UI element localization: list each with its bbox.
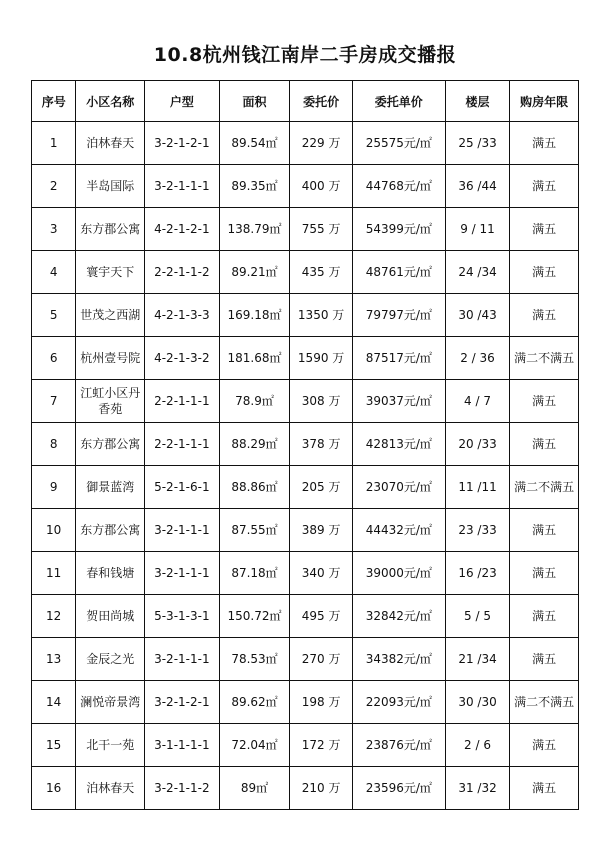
cell-area: 89.35㎡ <box>219 165 290 208</box>
cell-index: 5 <box>32 294 76 337</box>
cell-floor: 36 /44 <box>445 165 510 208</box>
cell-ownership-years: 满五 <box>510 423 579 466</box>
cell-index: 3 <box>32 208 76 251</box>
report-title: 10.8杭州钱江南岸二手房成交播报 <box>153 44 457 66</box>
cell-index: 8 <box>32 423 76 466</box>
cell-unit-price: 87517元/㎡ <box>352 337 445 380</box>
cell-layout: 2-2-1-1-1 <box>145 423 220 466</box>
cell-floor: 23 /33 <box>445 509 510 552</box>
cell-area: 88.86㎡ <box>219 466 290 509</box>
cell-list-price: 378 万 <box>290 423 353 466</box>
cell-layout: 3-2-1-1-1 <box>145 509 220 552</box>
table-row <box>32 466 579 509</box>
cell-floor: 2 / 36 <box>445 337 510 380</box>
cell-area: 88.29㎡ <box>219 423 290 466</box>
cell-list-price: 435 万 <box>290 251 353 294</box>
cell-area: 150.72㎡ <box>219 595 290 638</box>
table-body <box>32 122 579 810</box>
cell-list-price: 400 万 <box>290 165 353 208</box>
cell-area: 87.18㎡ <box>219 552 290 595</box>
table-row <box>32 251 579 294</box>
cell-layout: 3-2-1-2-1 <box>145 122 220 165</box>
cell-community-name: 寰宇天下 <box>76 251 145 294</box>
cell-unit-price: 48761元/㎡ <box>352 251 445 294</box>
cell-unit-price: 39000元/㎡ <box>352 552 445 595</box>
table-row <box>32 294 579 337</box>
cell-list-price: 229 万 <box>290 122 353 165</box>
cell-community-name: 东方郡公寓 <box>76 208 145 251</box>
cell-layout: 3-2-1-1-1 <box>145 638 220 681</box>
table-row <box>32 423 579 466</box>
cell-unit-price: 39037元/㎡ <box>352 380 445 423</box>
cell-layout: 2-2-1-1-1 <box>145 380 220 423</box>
cell-community-name: 澜悦帝景湾 <box>76 681 145 724</box>
cell-list-price: 172 万 <box>290 724 353 767</box>
table-row <box>32 165 579 208</box>
cell-community-name: 东方郡公寓 <box>76 423 145 466</box>
cell-floor: 16 /23 <box>445 552 510 595</box>
cell-floor: 11 /11 <box>445 466 510 509</box>
cell-community-name: 杭州壹号院 <box>76 337 145 380</box>
cell-area: 181.68㎡ <box>219 337 290 380</box>
cell-list-price: 210 万 <box>290 767 353 810</box>
cell-floor: 5 / 5 <box>445 595 510 638</box>
cell-index: 4 <box>32 251 76 294</box>
cell-unit-price: 23596元/㎡ <box>352 767 445 810</box>
table-row <box>32 122 579 165</box>
cell-area: 78.9㎡ <box>219 380 290 423</box>
cell-index: 11 <box>32 552 76 595</box>
header-ownership-years: 购房年限 <box>510 81 579 122</box>
cell-unit-price: 54399元/㎡ <box>352 208 445 251</box>
cell-list-price: 389 万 <box>290 509 353 552</box>
cell-area: 89.21㎡ <box>219 251 290 294</box>
cell-community-name: 东方郡公寓 <box>76 509 145 552</box>
cell-ownership-years: 满二不满五 <box>510 681 579 724</box>
header-unit-price: 委托单价 <box>352 81 445 122</box>
cell-unit-price: 32842元/㎡ <box>352 595 445 638</box>
cell-layout: 4-2-1-3-2 <box>145 337 220 380</box>
transaction-table <box>31 80 579 810</box>
header-floor: 楼层 <box>445 81 510 122</box>
cell-floor: 25 /33 <box>445 122 510 165</box>
cell-index: 16 <box>32 767 76 810</box>
cell-community-name: 春和钱塘 <box>76 552 145 595</box>
cell-unit-price: 44768元/㎡ <box>352 165 445 208</box>
table-header-row <box>32 81 579 122</box>
cell-floor: 24 /34 <box>445 251 510 294</box>
cell-community-name: 泊林春天 <box>76 767 145 810</box>
cell-ownership-years: 满五 <box>510 165 579 208</box>
cell-layout: 3-2-1-1-2 <box>145 767 220 810</box>
cell-ownership-years: 满五 <box>510 595 579 638</box>
cell-ownership-years: 满五 <box>510 552 579 595</box>
cell-floor: 2 / 6 <box>445 724 510 767</box>
cell-ownership-years: 满五 <box>510 251 579 294</box>
cell-floor: 21 /34 <box>445 638 510 681</box>
cell-ownership-years: 满五 <box>510 638 579 681</box>
table-row <box>32 681 579 724</box>
cell-area: 78.53㎡ <box>219 638 290 681</box>
cell-list-price: 495 万 <box>290 595 353 638</box>
cell-list-price: 270 万 <box>290 638 353 681</box>
header-layout: 户型 <box>145 81 220 122</box>
cell-community-name: 贺田尚城 <box>76 595 145 638</box>
cell-ownership-years: 满二不满五 <box>510 466 579 509</box>
cell-layout: 4-2-1-2-1 <box>145 208 220 251</box>
cell-area: 87.55㎡ <box>219 509 290 552</box>
cell-unit-price: 34382元/㎡ <box>352 638 445 681</box>
header-area: 面积 <box>219 81 290 122</box>
cell-floor: 30 /43 <box>445 294 510 337</box>
cell-layout: 4-2-1-3-3 <box>145 294 220 337</box>
cell-layout: 2-2-1-1-2 <box>145 251 220 294</box>
cell-community-name: 江虹小区丹香苑 <box>76 380 145 423</box>
cell-list-price: 308 万 <box>290 380 353 423</box>
cell-area: 169.18㎡ <box>219 294 290 337</box>
cell-layout: 3-2-1-1-1 <box>145 165 220 208</box>
cell-layout: 5-3-1-3-1 <box>145 595 220 638</box>
cell-list-price: 1350 万 <box>290 294 353 337</box>
table-row <box>32 208 579 251</box>
cell-unit-price: 23070元/㎡ <box>352 466 445 509</box>
cell-floor: 9 / 11 <box>445 208 510 251</box>
table-row <box>32 337 579 380</box>
table-row <box>32 638 579 681</box>
cell-unit-price: 42813元/㎡ <box>352 423 445 466</box>
cell-unit-price: 44432元/㎡ <box>352 509 445 552</box>
cell-ownership-years: 满五 <box>510 767 579 810</box>
cell-floor: 30 /30 <box>445 681 510 724</box>
header-list-price: 委托价 <box>290 81 353 122</box>
cell-index: 2 <box>32 165 76 208</box>
cell-area: 89.62㎡ <box>219 681 290 724</box>
cell-list-price: 1590 万 <box>290 337 353 380</box>
table-row <box>32 552 579 595</box>
cell-layout: 3-2-1-1-1 <box>145 552 220 595</box>
cell-index: 7 <box>32 380 76 423</box>
cell-layout: 3-1-1-1-1 <box>145 724 220 767</box>
header-community-name: 小区名称 <box>76 81 145 122</box>
table-row <box>32 767 579 810</box>
cell-community-name: 半岛国际 <box>76 165 145 208</box>
cell-unit-price: 22093元/㎡ <box>352 681 445 724</box>
cell-ownership-years: 满二不满五 <box>510 337 579 380</box>
cell-list-price: 198 万 <box>290 681 353 724</box>
cell-community-name: 御景蓝湾 <box>76 466 145 509</box>
cell-community-name: 泊林春天 <box>76 122 145 165</box>
cell-index: 10 <box>32 509 76 552</box>
cell-area: 89㎡ <box>219 767 290 810</box>
cell-layout: 5-2-1-6-1 <box>145 466 220 509</box>
cell-community-name: 北干一苑 <box>76 724 145 767</box>
cell-floor: 20 /33 <box>445 423 510 466</box>
cell-area: 72.04㎡ <box>219 724 290 767</box>
cell-index: 14 <box>32 681 76 724</box>
cell-ownership-years: 满五 <box>510 380 579 423</box>
cell-ownership-years: 满五 <box>510 724 579 767</box>
cell-list-price: 340 万 <box>290 552 353 595</box>
cell-unit-price: 25575元/㎡ <box>352 122 445 165</box>
cell-index: 9 <box>32 466 76 509</box>
cell-list-price: 205 万 <box>290 466 353 509</box>
cell-area: 89.54㎡ <box>219 122 290 165</box>
cell-index: 15 <box>32 724 76 767</box>
table-row <box>32 380 579 423</box>
table-row <box>32 724 579 767</box>
cell-ownership-years: 满五 <box>510 509 579 552</box>
cell-ownership-years: 满五 <box>510 294 579 337</box>
cell-floor: 4 / 7 <box>445 380 510 423</box>
header-index: 序号 <box>32 81 76 122</box>
cell-index: 12 <box>32 595 76 638</box>
table-row <box>32 509 579 552</box>
cell-area: 138.79㎡ <box>219 208 290 251</box>
cell-community-name: 世茂之西湖 <box>76 294 145 337</box>
cell-ownership-years: 满五 <box>510 208 579 251</box>
cell-index: 1 <box>32 122 76 165</box>
cell-floor: 31 /32 <box>445 767 510 810</box>
cell-list-price: 755 万 <box>290 208 353 251</box>
cell-unit-price: 79797元/㎡ <box>352 294 445 337</box>
cell-unit-price: 23876元/㎡ <box>352 724 445 767</box>
cell-community-name: 金辰之光 <box>76 638 145 681</box>
cell-ownership-years: 满五 <box>510 122 579 165</box>
cell-index: 6 <box>32 337 76 380</box>
cell-layout: 3-2-1-2-1 <box>145 681 220 724</box>
table-row <box>32 595 579 638</box>
cell-index: 13 <box>32 638 76 681</box>
